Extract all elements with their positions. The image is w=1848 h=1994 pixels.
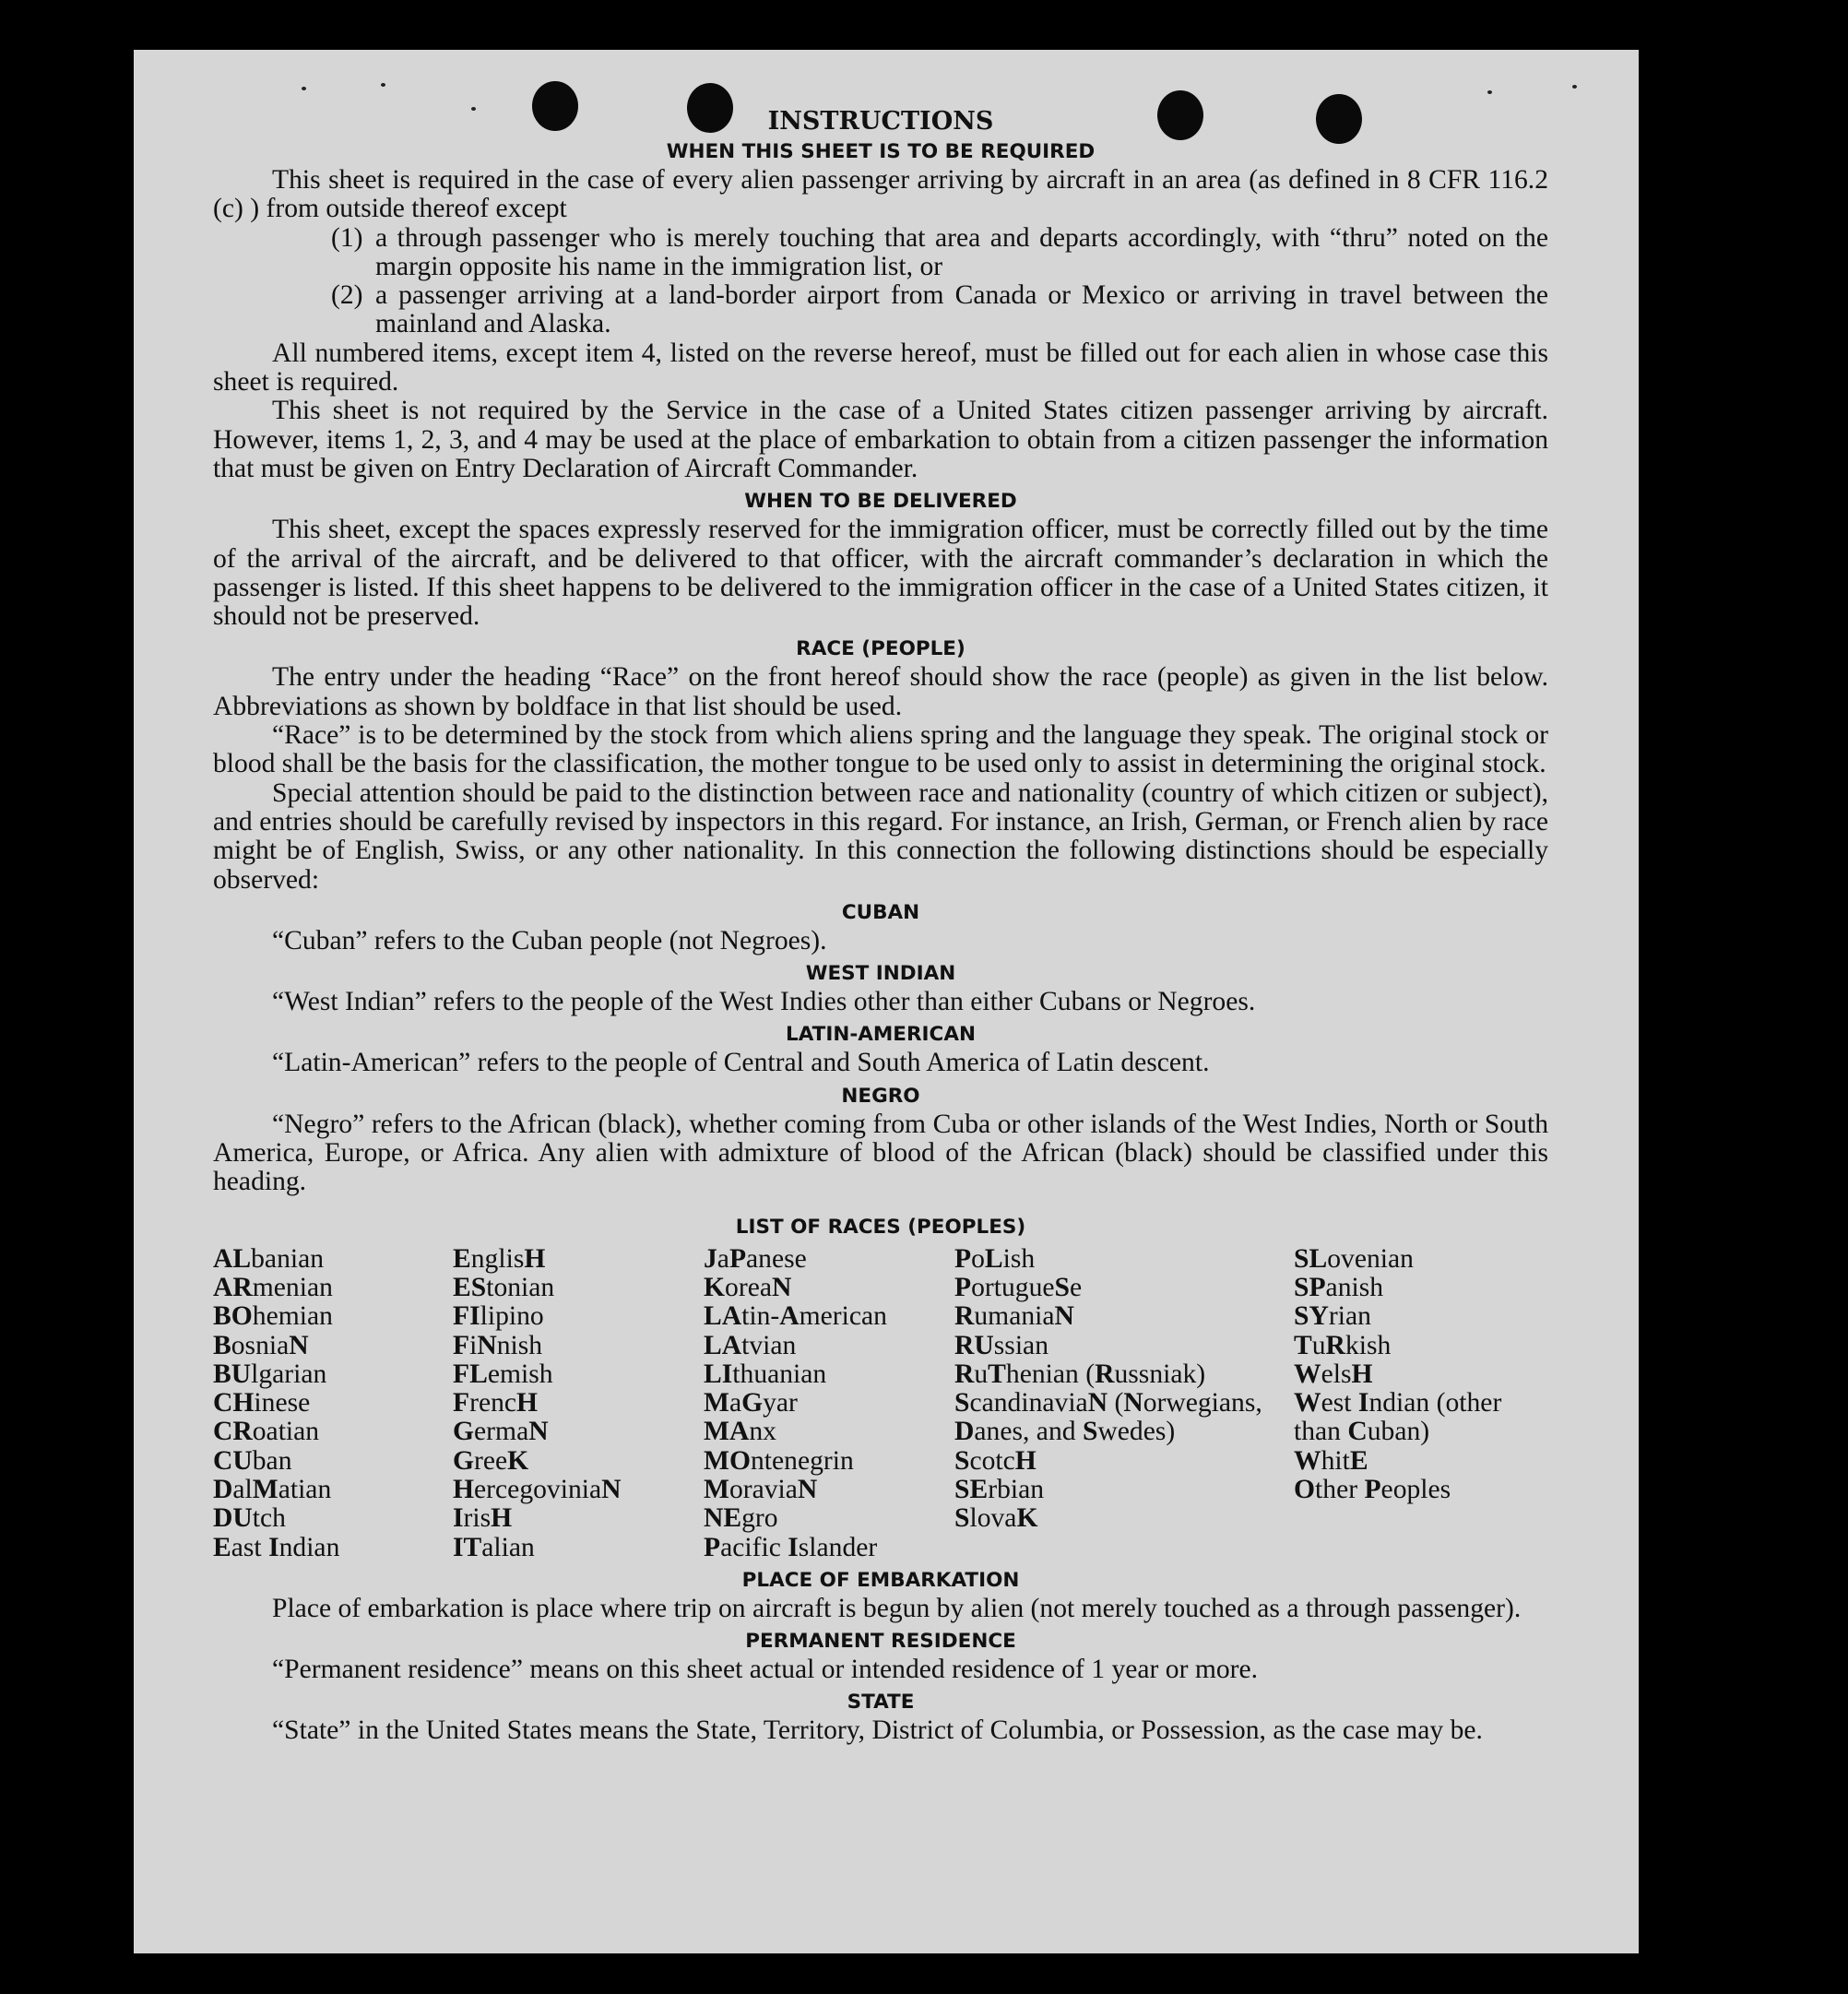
paragraph-numbered-items: All numbered items, except item 4, listed on the reverse hereof, must be filled out for each alien in whose case this sheet is required. xyxy=(213,338,1548,398)
race-entry: Pacific Islander xyxy=(704,1532,878,1562)
item-text: a through passenger who is merely touching that area and departs accordingly, with “thru” noted on the margin opposite his name in the immigration list, or xyxy=(375,222,1548,281)
race-entry: West Indian (other than Cuban) xyxy=(1294,1388,1502,1447)
heading-when-required: WHEN THIS SHEET IS TO BE REQUIRED xyxy=(666,140,1096,163)
race-entry: JaPanese xyxy=(704,1243,807,1274)
document-content xyxy=(213,107,1548,1746)
paragraph-delivery: This sheet, except the spaces expressly reserved for the immigration officer, must be correctly filled out by the time of the arrival of the aircraft, and be delivered to that officer, with the aircraft commander’s declaration in which the passenger is listed. If this sheet happens to be delivered to the immigration officer in the case of a United States citizen, it should not be preserved. xyxy=(213,515,1548,632)
race-entry: SErbian xyxy=(954,1474,1045,1504)
heading-west-indian: WEST INDIAN xyxy=(805,962,956,986)
paper-speck xyxy=(1487,90,1492,94)
race-entry: SPanish xyxy=(1294,1272,1384,1302)
race-entry: KoreaN xyxy=(704,1272,792,1302)
race-entry: BosniaN xyxy=(213,1330,309,1360)
races-column xyxy=(453,1245,704,1562)
heading-cuban: CUBAN xyxy=(841,900,920,924)
heading-list-of-races: LIST OF RACES (PEOPLES) xyxy=(735,1215,1026,1239)
paragraph-embarkation: Place of embarkation is place where trip on aircraft is begun by alien (not merely touched as a through passenger). xyxy=(272,1593,1522,1623)
race-entry: PoLish xyxy=(954,1243,1036,1274)
race-entry: CRoatian xyxy=(213,1417,320,1447)
race-entry: MoraviaN xyxy=(704,1474,818,1504)
races-column xyxy=(954,1245,1294,1562)
race-entry: NEgro xyxy=(704,1503,778,1534)
paragraph-required-intro: This sheet is required in the case of every alien passenger arriving by aircraft in an area (as defined in 8 CFR 116.2 (c) ) from outside thereof except xyxy=(213,165,1548,224)
race-entry: FrencH xyxy=(453,1388,539,1418)
race-entry: MAnx xyxy=(704,1417,776,1447)
race-entry: ITalian xyxy=(453,1532,535,1562)
race-entry: FLemish xyxy=(453,1359,553,1389)
race-entry: WhitE xyxy=(1294,1445,1368,1476)
paragraph-west-indian: “West Indian” refers to the people of the West Indies other than either Cubans or Negroes. xyxy=(272,987,1256,1017)
item-number: (1) xyxy=(331,222,363,253)
paper-speck xyxy=(1572,85,1577,89)
race-entry: HercegoviniaN xyxy=(453,1474,622,1504)
page-title: INSTRUCTIONS xyxy=(767,107,994,136)
heading-negro: NEGRO xyxy=(841,1084,920,1108)
paragraph-race-nationality: Special attention should be paid to the distinction between race and nationality (country of which citizen or subject), and entries should be carefully revised by inspectors in this regard. For instance, an Irish, German, or French alien by race might be of English, Swiss, or any other nationality. In this connection the following distinctions should be especially observed: xyxy=(213,777,1548,895)
race-entry: ScotcH xyxy=(954,1445,1037,1476)
race-entry: CHinese xyxy=(213,1388,311,1418)
heading-state: STATE xyxy=(847,1691,915,1715)
races-column xyxy=(1294,1245,1548,1562)
race-entry: SYrian xyxy=(1294,1301,1371,1332)
race-entry: LIthuanian xyxy=(704,1359,827,1389)
race-entry: GreeK xyxy=(453,1445,529,1476)
document-sheet xyxy=(134,50,1639,1953)
heading-place-of-embarkation: PLACE OF EMBARKATION xyxy=(741,1568,1020,1592)
race-entry: RumaniaN xyxy=(954,1301,1074,1332)
heading-latin-american: LATIN-AMERICAN xyxy=(786,1023,976,1047)
race-entry: LAtin-American xyxy=(704,1301,887,1332)
race-entry: ARmenian xyxy=(213,1272,333,1302)
races-list xyxy=(213,1245,1548,1562)
race-entry: MOntenegrin xyxy=(704,1445,854,1476)
heading-when-delivered: WHEN TO BE DELIVERED xyxy=(744,490,1017,514)
race-entry: PortugueSe xyxy=(954,1272,1083,1302)
race-entry: Other Peoples xyxy=(1294,1474,1451,1504)
race-entry: East Indian xyxy=(213,1532,340,1562)
race-entry: ScandinaviaN (Norwegians, Danes, and Swedes) xyxy=(954,1388,1262,1447)
race-entry: EStonian xyxy=(453,1272,555,1302)
paragraph-cuban: “Cuban” refers to the Cuban people (not Negroes). xyxy=(272,925,827,955)
race-entry: WelsH xyxy=(1294,1359,1373,1389)
race-entry: IrisH xyxy=(453,1503,513,1534)
paragraph-negro: “Negro” refers to the African (black), whether coming from Cuba or other islands of the West Indies, North or South America, Europe, or Africa. Any alien with admixture of blood of the African (black) should be classified under this heading. xyxy=(213,1109,1548,1197)
races-column xyxy=(213,1245,453,1562)
race-entry: MaGyar xyxy=(704,1388,798,1418)
race-entry: RuThenian (Russniak) xyxy=(954,1359,1206,1389)
paper-speck xyxy=(381,83,385,87)
exception-item xyxy=(213,224,1548,282)
paragraph-residence: “Permanent residence” means on this sheet actual or intended residence of 1 year or more. xyxy=(272,1655,1259,1685)
paragraph-latin-american: “Latin-American” refers to the people of Central and South America of Latin descent. xyxy=(272,1048,1210,1078)
item-number: (2) xyxy=(331,280,363,311)
paragraph-race-definition: “Race” is to be determined by the stock from which aliens spring and the language they speak. The original stock or blood shall be the basis for the classification, the mother tongue to be used only to assist in determining the original stock. xyxy=(213,720,1548,779)
paper-speck xyxy=(302,87,306,90)
paragraph-citizen: This sheet is not required by the Service in the case of a United States citizen passenger arriving by aircraft. However, items 1, 2, 3, and 4 may be used at the place of embarkation to obtain from a citizen passenger the information that must be given on Entry Declaration of Aircraft Commander. xyxy=(213,396,1548,483)
race-entry: EnglisH xyxy=(453,1243,546,1274)
race-entry: FIlipino xyxy=(453,1301,544,1332)
race-entry: CUban xyxy=(213,1445,292,1476)
races-column xyxy=(704,1245,954,1562)
race-entry: ALbanian xyxy=(213,1243,325,1274)
race-entry: RUssian xyxy=(954,1330,1048,1360)
exception-item xyxy=(213,281,1548,339)
paragraph-state: “State” in the United States means the State, Territory, District of Columbia, or Possession, as the case may be. xyxy=(272,1715,1483,1746)
race-entry: FiNnish xyxy=(453,1330,543,1360)
race-entry: DalMatian xyxy=(213,1474,332,1504)
race-entry: SLovenian xyxy=(1294,1243,1414,1274)
heading-permanent-residence: PERMANENT RESIDENCE xyxy=(745,1630,1016,1654)
race-entry: SlovaK xyxy=(954,1503,1038,1534)
race-entry: LAtvian xyxy=(704,1330,797,1360)
race-entry: BOhemian xyxy=(213,1301,333,1332)
race-entry: TuRkish xyxy=(1294,1330,1392,1360)
heading-race: RACE (PEOPLE) xyxy=(796,637,965,661)
race-entry: BUlgarian xyxy=(213,1359,327,1389)
paragraph-race-entry: The entry under the heading “Race” on the front hereof should show the race (people) as given in the list below. Abbreviations as shown by boldface in that list should be used. xyxy=(213,662,1548,721)
item-text: a passenger arriving at a land-border airport from Canada or Mexico or arriving in travel between the mainland and Alaska. xyxy=(375,280,1548,339)
race-entry: GermaN xyxy=(453,1417,549,1447)
race-entry: DUtch xyxy=(213,1503,286,1534)
